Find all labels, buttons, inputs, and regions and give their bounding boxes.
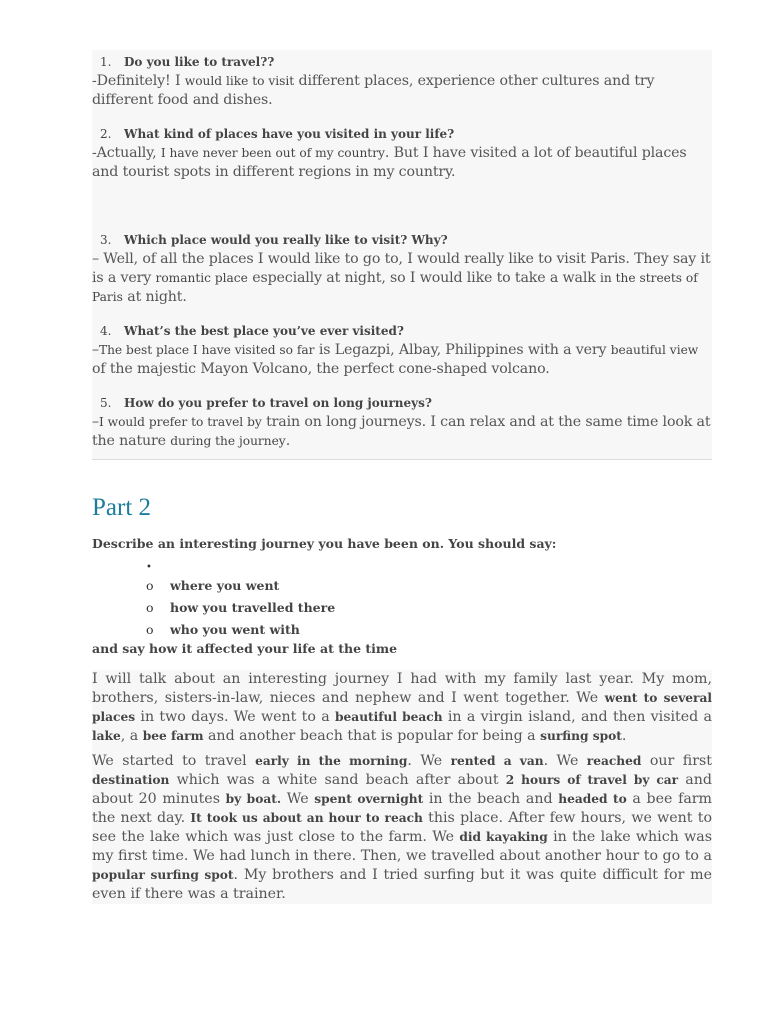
- emphasized-phrase: early in the morning: [255, 754, 408, 768]
- question-heading: [92, 124, 712, 144]
- question-number: 1.: [100, 55, 112, 69]
- question-number: 3.: [100, 233, 112, 247]
- text-run: is Legazpi, Albay, Philippines with a very: [314, 342, 611, 358]
- text-run: . My brothers and I tried surfing but it was quite difficult for me even if there was a trainer.: [92, 867, 712, 902]
- text-run: , a: [120, 728, 143, 744]
- text-run: and about 20 minutes: [92, 772, 712, 807]
- list-item-text: who you went with: [170, 622, 300, 637]
- emphasized-phrase: destination: [92, 773, 170, 787]
- answer-text: [92, 413, 712, 451]
- question-number: 5.: [100, 396, 112, 410]
- text-run: of the majestic Mayon Volcano, the perfect cone-shaped volcano.: [92, 361, 550, 377]
- text-run: .: [285, 433, 291, 449]
- answer-paragraph: [92, 670, 712, 746]
- bullet-marker: o: [146, 622, 154, 637]
- list-item: [92, 575, 712, 597]
- part2-closing-prompt: and say how it affected your life at the time: [92, 641, 398, 656]
- text-run: . But I have visited a lot of beautiful places and tourist spots in different regions in my country.: [92, 145, 687, 180]
- text-run: our first: [641, 753, 712, 769]
- emphasized-phrase: romantic place: [155, 271, 248, 285]
- list-item-text: how you travelled there: [170, 600, 336, 615]
- question-heading: [92, 321, 712, 341]
- part2-title: Part 2: [92, 494, 152, 521]
- text-run: -Definitely! I: [92, 73, 185, 89]
- emphasized-phrase: It took us about an hour to reach: [190, 811, 423, 825]
- answer-text: [92, 144, 712, 182]
- spacer: [92, 196, 712, 230]
- question-text: What kind of places have you visited in your life?: [124, 127, 455, 141]
- bullet-dot: •: [146, 562, 152, 573]
- question-number: 4.: [100, 324, 112, 338]
- text-run: at night.: [122, 289, 187, 305]
- section-divider: [92, 459, 712, 460]
- question-text: What’s the best place you’ve ever visited?: [124, 324, 404, 338]
- emphasized-phrase: would like to visit: [184, 74, 295, 88]
- list-item: [92, 619, 712, 641]
- text-run: and another beach that is popular for being a: [203, 728, 541, 744]
- text-run: this place. After few hours, we went to see the lake which was just close to the farm. We: [92, 810, 712, 845]
- text-run: I will talk about an interesting journey I had with my family last year. My mom, brothers, sisters-in-law, nieces and nephew and I went together. We: [92, 671, 712, 706]
- emphasized-phrase: 2 hours of travel by car: [505, 773, 679, 787]
- cue-card-list: [92, 561, 712, 641]
- document-page: [92, 50, 712, 910]
- text-run: We started to travel: [92, 753, 256, 769]
- emphasized-phrase: bee farm: [142, 729, 204, 743]
- emphasized-phrase: by boat.: [225, 792, 282, 806]
- question-number: 2.: [100, 127, 112, 141]
- text-run: which was a white sand beach after about: [169, 772, 506, 788]
- text-run: especially at night, so I would like to take a walk: [247, 270, 601, 286]
- answer-paragraph: [92, 752, 712, 904]
- empty-bullet: [92, 561, 712, 575]
- question-text: How do you prefer to travel on long journeys?: [124, 396, 432, 410]
- text-run: in a virgin island, and then visited a: [442, 709, 712, 725]
- emphasized-phrase: headed to: [558, 792, 627, 806]
- question-text: Do you like to travel??: [124, 55, 275, 69]
- question-heading: [92, 52, 712, 72]
- part2-answer: [92, 670, 712, 904]
- text-run: –: [92, 414, 99, 430]
- emphasized-phrase: I would prefer to travel by: [98, 415, 262, 429]
- bullet-marker: o: [146, 578, 154, 593]
- emphasized-phrase: in the streets of Paris: [92, 271, 698, 304]
- emphasized-phrase: during the journey: [170, 434, 286, 448]
- emphasized-phrase: I have never been out of my country: [160, 146, 385, 160]
- part2-prompt: Describe an interesting journey you have been on. You should say:: [92, 536, 557, 551]
- answer-text: [92, 341, 712, 379]
- text-run: –: [92, 342, 99, 358]
- emphasized-phrase: beautiful beach: [335, 710, 443, 724]
- question-text: Which place would you really like to visit? Why?: [124, 233, 448, 247]
- emphasized-phrase: did kayaking: [459, 830, 548, 844]
- text-run: . We: [543, 753, 587, 769]
- answer-text: [92, 72, 712, 110]
- text-run: We: [281, 791, 315, 807]
- emphasized-phrase: beautiful view: [610, 343, 699, 357]
- question-heading: [92, 393, 712, 413]
- question-heading: [92, 230, 712, 250]
- text-run: -Actually,: [92, 145, 161, 161]
- emphasized-phrase: went to several places: [92, 691, 712, 724]
- list-item-text: where you went: [170, 578, 280, 593]
- text-run: different places, experience other cultures and try different food and dishes.: [92, 73, 655, 108]
- text-run: . We: [407, 753, 451, 769]
- part1-section: [92, 50, 712, 459]
- emphasized-phrase: spent overnight: [314, 792, 424, 806]
- text-run: train on long journeys. I can relax and at the same time look at the nature: [92, 414, 711, 449]
- emphasized-phrase: reached: [586, 754, 642, 768]
- answer-text: [92, 250, 712, 307]
- emphasized-phrase: surfing spot: [540, 729, 622, 743]
- emphasized-phrase: The best place I have visited so far: [98, 343, 315, 357]
- text-run: a bee farm the next day.: [92, 791, 713, 826]
- text-run: in the beach and: [423, 791, 559, 807]
- emphasized-phrase: lake: [92, 729, 121, 743]
- bullet-marker: o: [146, 600, 154, 615]
- emphasized-phrase: popular surfing spot: [92, 868, 234, 882]
- emphasized-phrase: rented a van: [450, 754, 544, 768]
- list-item: [92, 597, 712, 619]
- text-run: in two days. We went to a: [135, 709, 336, 725]
- text-run: – Well, of all the places I would like to go to, I would really like to visit Paris. They say it is a very: [92, 251, 711, 286]
- text-run: in the lake which was my first time. We had lunch in there. Then, we travelled about another hour to go to a: [92, 829, 712, 864]
- text-run: .: [621, 728, 627, 744]
